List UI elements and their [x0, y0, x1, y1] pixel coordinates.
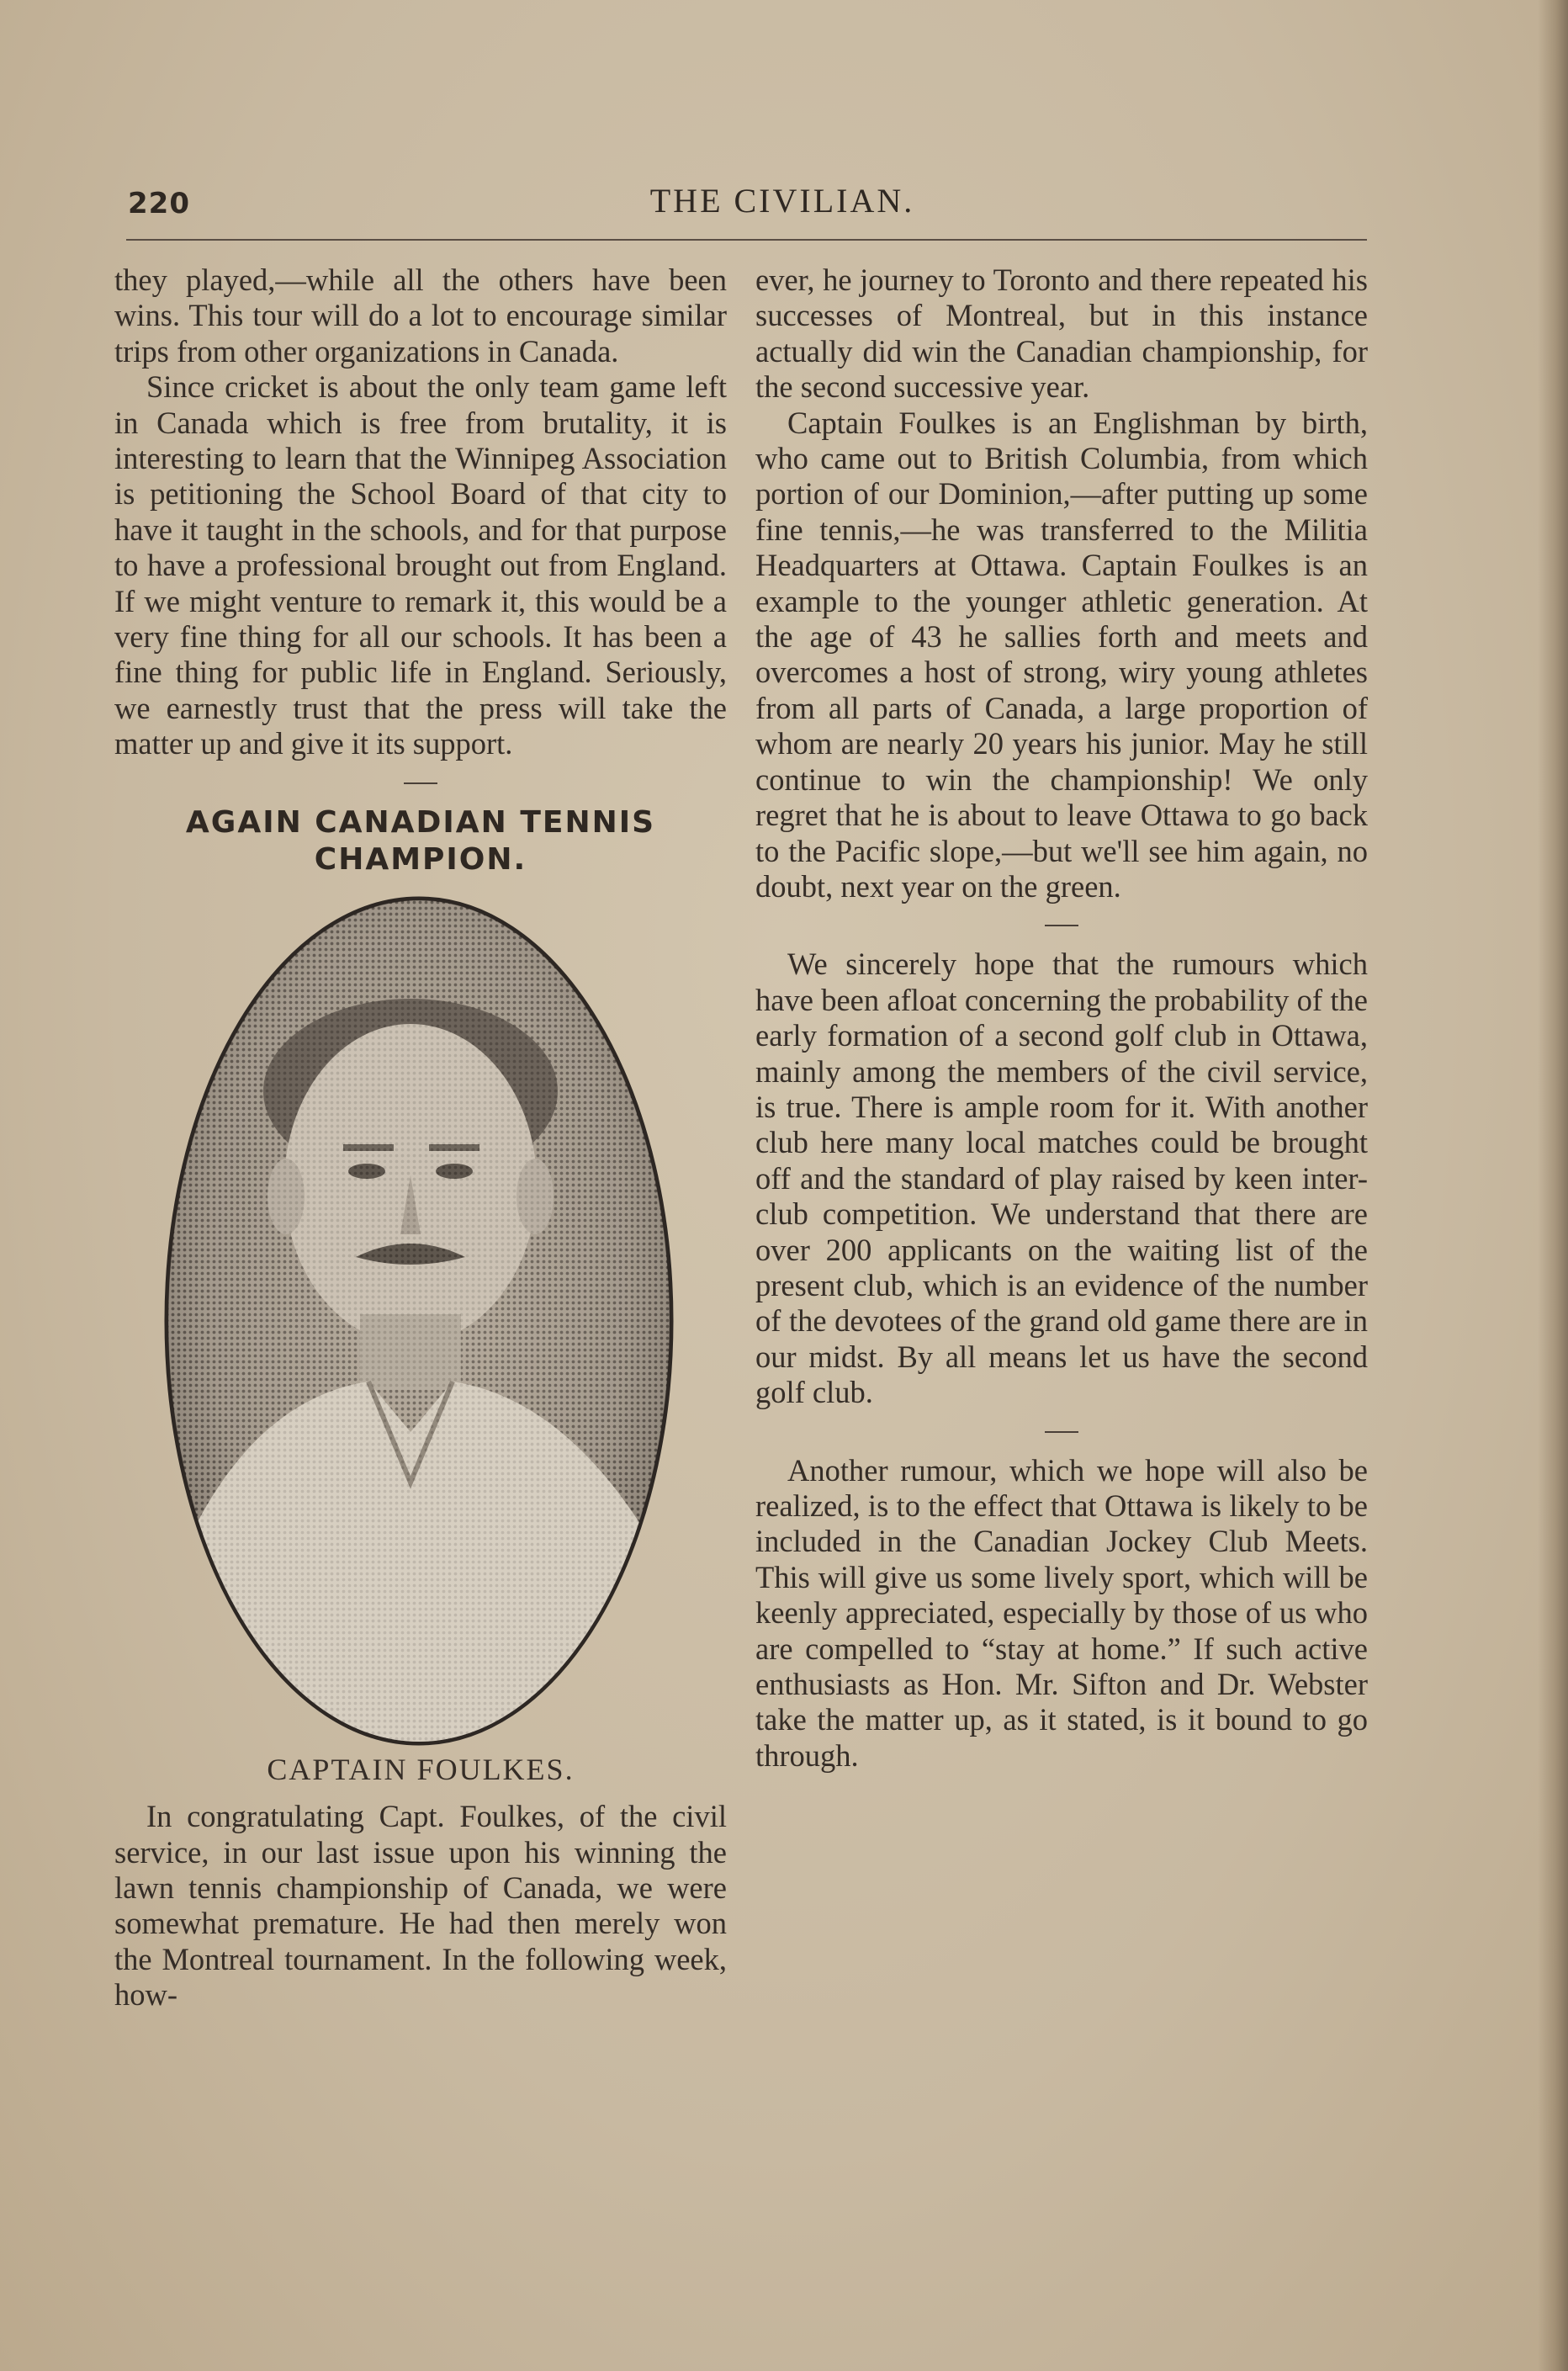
article-paragraph: they played,—while all the others have been wins. This tour will do a lot to encourage similar trips from other organizations in Canada.	[114, 263, 727, 369]
section-divider	[1045, 1431, 1078, 1433]
article-headline: AGAIN CANADIAN TENNIS CHAMPION.	[185, 804, 656, 877]
photo-caption: CAPTAIN FOULKES.	[267, 1752, 575, 1786]
article-paragraph: In congratulating Capt. Foulkes, of the civil service, in our last issue upon his winning the lawn tennis championship of Canada, we were somewhat premature. He had then merely won the Montreal tournament. In the following week, how-	[114, 1799, 727, 2013]
article-paragraph: Another rumour, which we hope will also be realized, is to the effect that Ottawa is likely to be included in the Canadian Jockey Club Meets. This will give us some lively sport, which will be keenly appreciated, especially by those of us who are compelled to “stay at home.” If such active enthusiasts as Hon. Mr. Sifton and Dr. Webster take the matter up, as it stated, is it bound to go through.	[755, 1452, 1368, 1773]
portrait-photo	[114, 894, 727, 1748]
running-title: THE CIVILIAN.	[649, 182, 915, 220]
article-paragraph: ever, he journey to Toronto and there repeated his successes of Montreal, but in this instance actually did win the Canadian championship, for the second successive year.	[755, 263, 1368, 405]
article-paragraph: We sincerely hope that the rumours which have been afloat concerning the probability of the early formation of a second golf club in Ottawa, mainly among the members of the civil service, is true. There is ample room for it. With another club here many local matches could be brought off and the standard of play raised by keen inter-club competition. We understand that there are over 200 applicants on the waiting list of the present club, which is an evidence of the number of the devotees of the grand old game there are in our midst. By all means let us have the second golf club.	[755, 947, 1368, 1410]
page-number: 220	[128, 187, 190, 220]
section-divider	[404, 782, 437, 784]
left-column	[114, 263, 727, 2013]
header-rule	[126, 239, 1367, 241]
article-paragraph: Since cricket is about the only team game left in Canada which is free from brutality, it is interesting to learn that the Winnipeg Association is petitioning the School Board of that city to have it taught in the schools, and for that purpose to have a professional brought out from England. If we might venture to remark it, this would be a very fine thing for all our schools. It has been a fine thing for public life in England. Seriously, we earnestly trust that the press will take the matter up and give it its support.	[114, 369, 727, 761]
page-edge-shadow	[1538, 0, 1568, 2371]
section-divider	[1045, 925, 1078, 926]
right-column	[755, 263, 1368, 1774]
portrait-image	[158, 894, 680, 1748]
article-paragraph: Captain Foulkes is an Englishman by birth, who came out to British Columbia, from which portion of our Dominion,—after putting up some fine tennis,—he was transferred to the Militia Headquarters at Ottawa. Captain Foulkes is an example to the younger athletic generation. At the age of 43 he sallies forth and meets and overcomes a host of strong, wiry young athletes from all parts of Canada, a large proportion of whom are nearly 20 years his junior. May he still continue to win the championship! We only regret that he is about to leave Ottawa to go back to the Pacific slope,—but we'll see him again, no doubt, next year on the green.	[755, 405, 1368, 904]
